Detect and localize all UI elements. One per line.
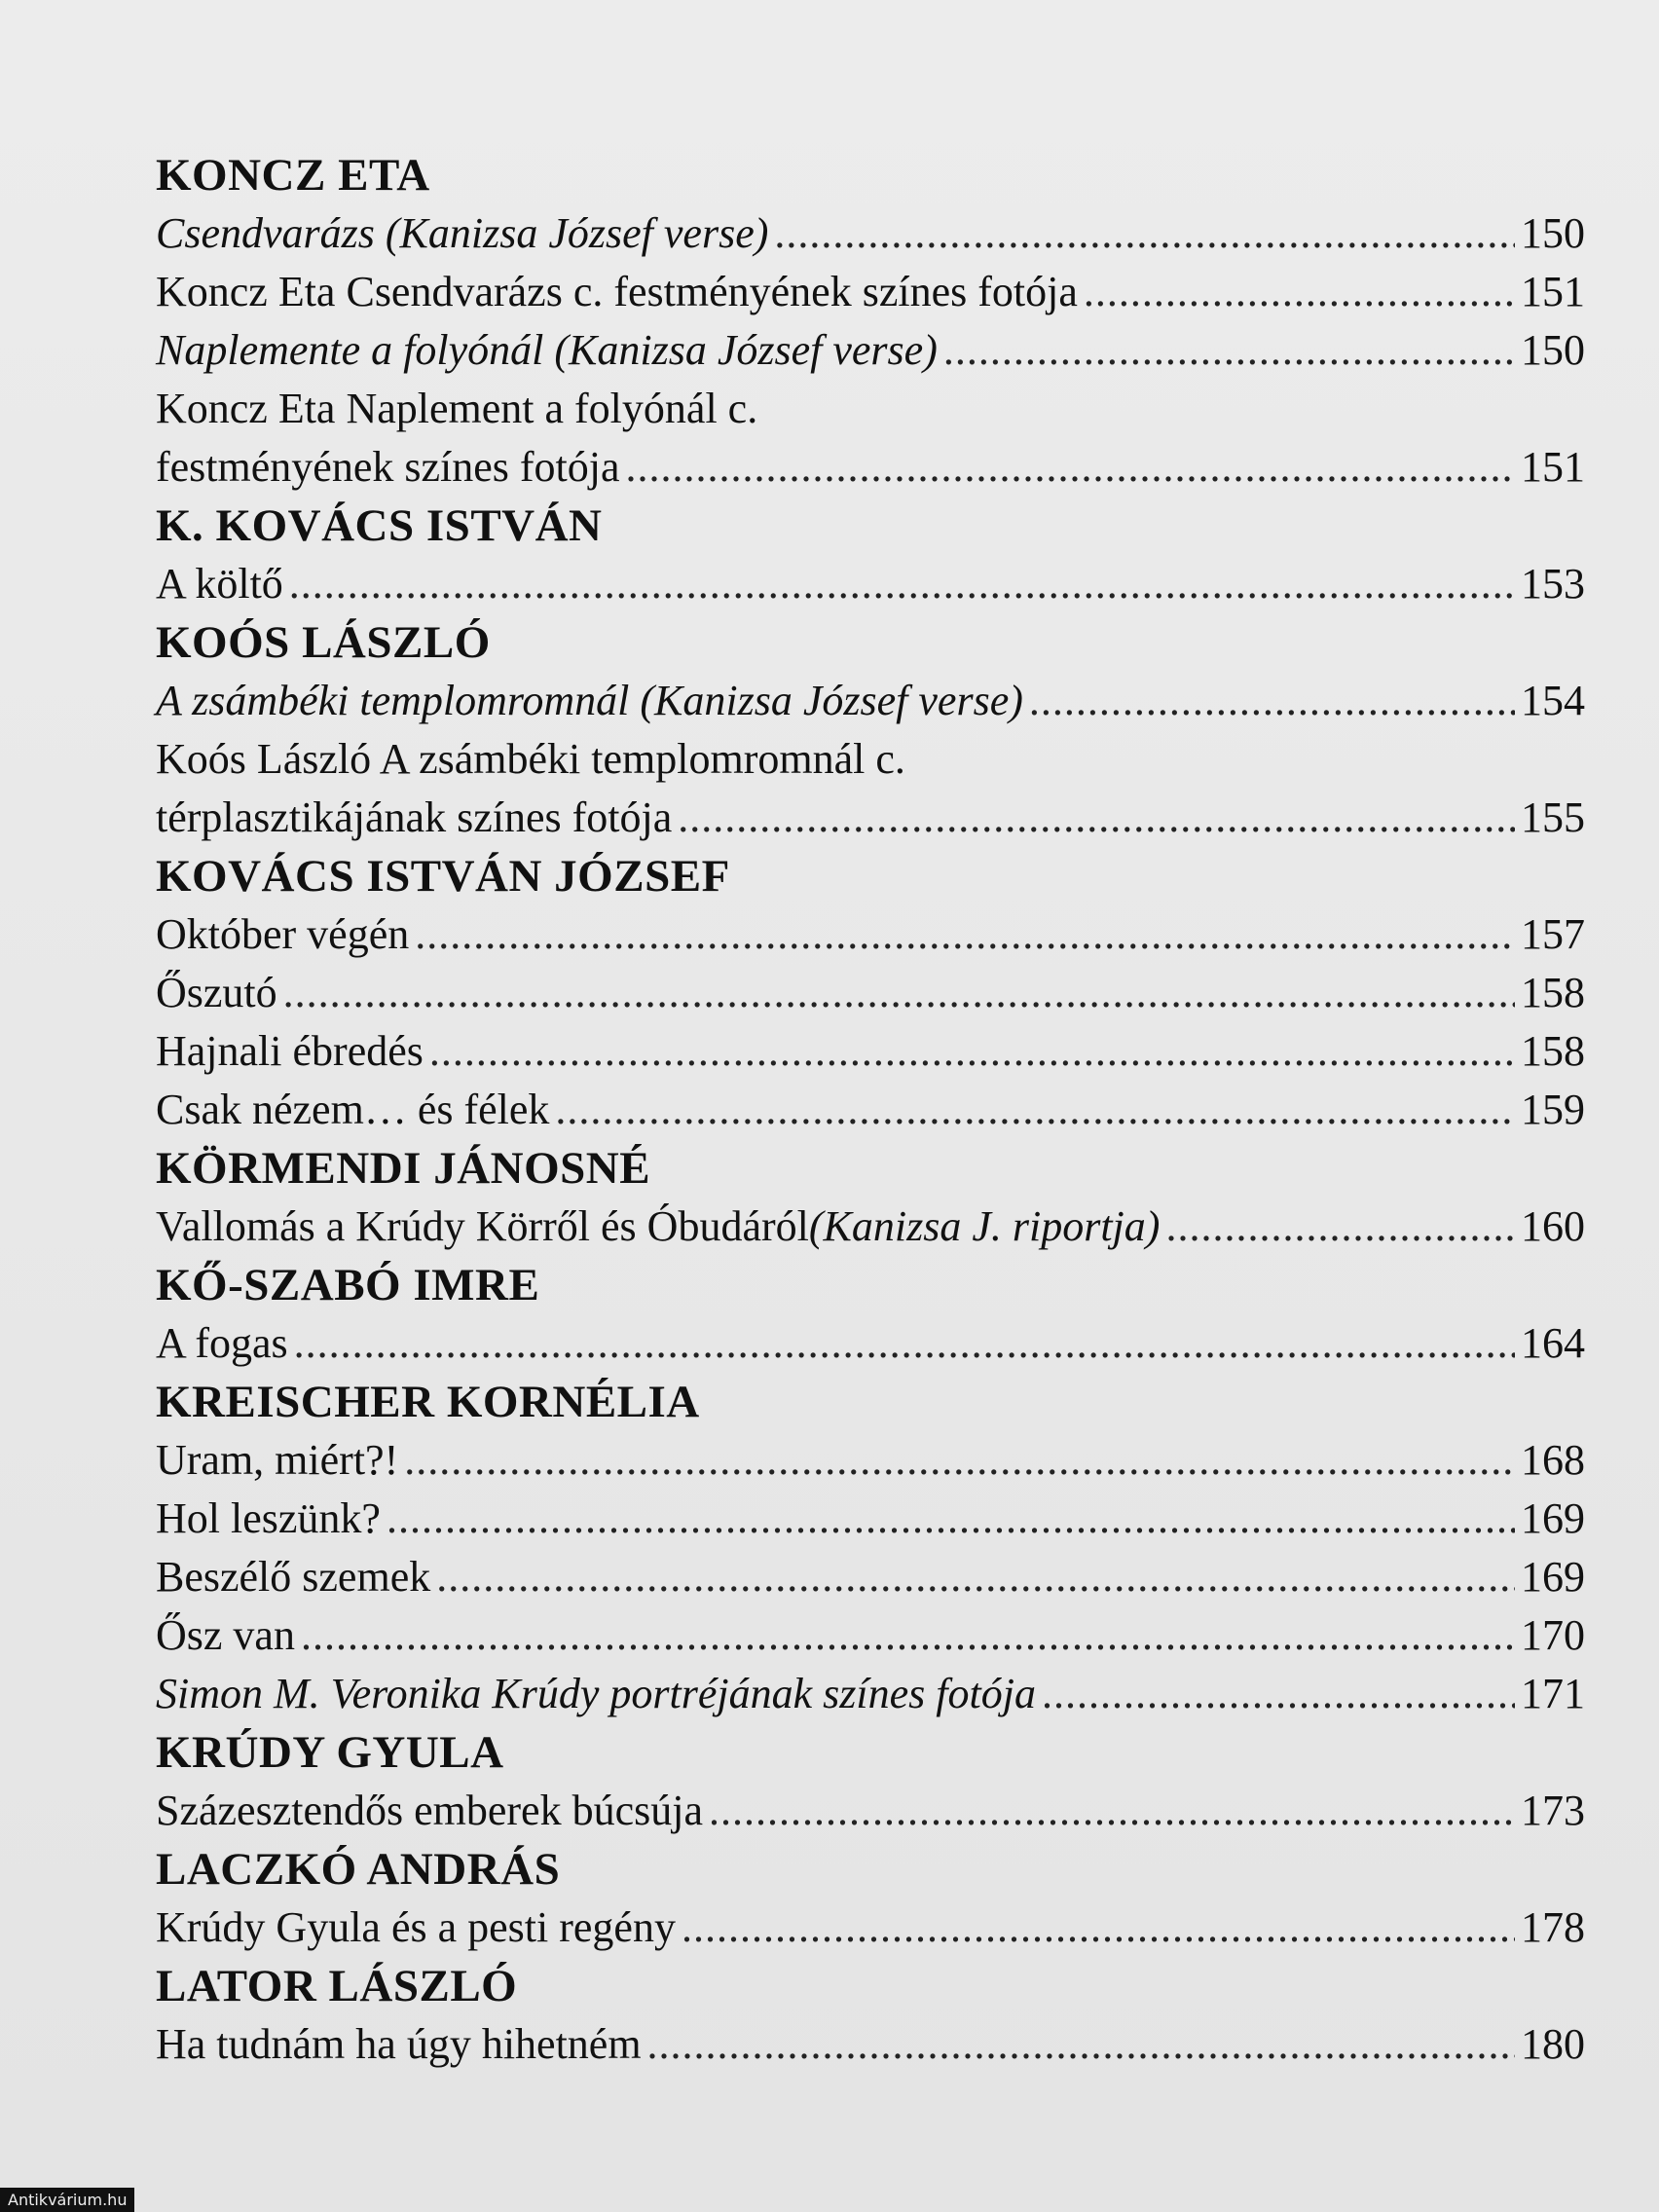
author-heading: KOÓS LÁSZLÓ bbox=[156, 617, 491, 668]
entry-title: festményének színes fotója bbox=[156, 443, 620, 491]
dot-leader bbox=[289, 555, 1515, 613]
entry-title: Simon M. Veronika Krúdy portréjának színes fotója bbox=[156, 1670, 1036, 1717]
entry-title: Hajnali ébredés bbox=[156, 1027, 424, 1075]
page-number: 173 bbox=[1521, 1787, 1585, 1834]
page-number: 158 bbox=[1521, 1027, 1585, 1075]
toc-entry bbox=[156, 1490, 1585, 1548]
dot-leader bbox=[404, 1431, 1515, 1490]
page-number: 151 bbox=[1521, 443, 1585, 491]
page-number: 168 bbox=[1521, 1436, 1585, 1484]
toc-entry bbox=[156, 672, 1585, 730]
page-number: 178 bbox=[1521, 1903, 1585, 1951]
page-number: 171 bbox=[1521, 1670, 1585, 1717]
toc-entry bbox=[156, 964, 1585, 1022]
dot-leader bbox=[943, 321, 1515, 380]
dot-leader bbox=[301, 1606, 1515, 1665]
author-heading: LACZKÓ ANDRÁS bbox=[156, 1844, 561, 1895]
toc-entry bbox=[156, 263, 1585, 321]
dot-leader bbox=[626, 438, 1515, 497]
author-heading: KONCZ ETA bbox=[156, 150, 430, 201]
author-heading: KOVÁCS ISTVÁN JÓZSEF bbox=[156, 851, 730, 902]
entry-title-note: (Kanizsa J. riportja) bbox=[808, 1202, 1161, 1250]
table-of-contents bbox=[156, 146, 1585, 2074]
entry-title: Hol leszünk? bbox=[156, 1494, 381, 1542]
toc-entry bbox=[156, 1081, 1585, 1139]
entry-title: Uram, miért?! bbox=[156, 1436, 399, 1484]
dot-leader bbox=[709, 1782, 1515, 1840]
page-number: 153 bbox=[1521, 560, 1585, 608]
page-number: 155 bbox=[1521, 793, 1585, 841]
author-heading: KÖRMENDI JÁNOSNÉ bbox=[156, 1143, 651, 1194]
toc-entry bbox=[156, 321, 1585, 380]
page-number: 170 bbox=[1521, 1611, 1585, 1659]
toc-entry bbox=[156, 555, 1585, 613]
dot-leader bbox=[283, 964, 1515, 1022]
toc-entry-line: Koós László A zsámbéki templomromnál c. bbox=[156, 735, 905, 783]
toc-entry bbox=[156, 1899, 1585, 1957]
entry-title: Vallomás a Krúdy Körről és Óbudáról bbox=[156, 1202, 809, 1250]
author-heading: K. KOVÁCS ISTVÁN bbox=[156, 500, 603, 551]
entry-title: Október végén bbox=[156, 910, 410, 958]
dot-leader bbox=[678, 789, 1515, 847]
entry-title: Naplemente a folyónál (Kanizsa József verse) bbox=[156, 326, 938, 374]
page-number: 157 bbox=[1521, 910, 1585, 958]
dot-leader bbox=[436, 1548, 1515, 1606]
page-number: 159 bbox=[1521, 1086, 1585, 1133]
page-number: 160 bbox=[1521, 1202, 1585, 1250]
page-number: 158 bbox=[1521, 969, 1585, 1016]
page-number: 154 bbox=[1521, 677, 1585, 724]
dot-leader bbox=[555, 1081, 1515, 1139]
dot-leader bbox=[1029, 672, 1515, 730]
toc-entry bbox=[156, 1431, 1585, 1490]
page-number: 151 bbox=[1521, 268, 1585, 315]
entry-title: Ősz van bbox=[156, 1611, 295, 1659]
dot-leader bbox=[1042, 1665, 1515, 1723]
dot-leader bbox=[774, 204, 1515, 263]
page-number: 180 bbox=[1521, 2020, 1585, 2068]
toc-entry bbox=[156, 204, 1585, 263]
dot-leader bbox=[415, 905, 1515, 964]
toc-entry bbox=[156, 438, 1585, 497]
entry-title: Csak nézem… és félek bbox=[156, 1086, 550, 1133]
entry-title: A zsámbéki templomromnál (Kanizsa József verse) bbox=[156, 677, 1023, 724]
author-heading: LATOR LÁSZLÓ bbox=[156, 1961, 518, 2011]
author-heading: KŐ-SZABÓ IMRE bbox=[156, 1260, 540, 1310]
entry-title: Koncz Eta Csendvarázs c. festményének színes fotója bbox=[156, 268, 1078, 315]
dot-leader bbox=[682, 1899, 1515, 1957]
toc-entry bbox=[156, 1665, 1585, 1723]
page-number: 164 bbox=[1521, 1319, 1585, 1367]
page-number: 150 bbox=[1521, 326, 1585, 374]
page-number: 169 bbox=[1521, 1494, 1585, 1542]
toc-entry bbox=[156, 1198, 1585, 1256]
page-number: 169 bbox=[1521, 1553, 1585, 1601]
entry-title: térplasztikájának színes fotója bbox=[156, 793, 673, 841]
toc-entry-line: Koncz Eta Naplement a folyónál c. bbox=[156, 385, 758, 432]
toc-entry bbox=[156, 1548, 1585, 1606]
dot-leader bbox=[387, 1490, 1515, 1548]
toc-entry bbox=[156, 789, 1585, 847]
author-heading: KREISCHER KORNÉLIA bbox=[156, 1377, 700, 1427]
entry-title: A költő bbox=[156, 560, 283, 608]
watermark: Antikvárium.hu bbox=[0, 2188, 134, 2212]
author-heading: KRÚDY GYULA bbox=[156, 1727, 504, 1778]
toc-entry bbox=[156, 2015, 1585, 2074]
toc-entry bbox=[156, 1022, 1585, 1081]
toc-entry bbox=[156, 1606, 1585, 1665]
dot-leader bbox=[647, 2015, 1515, 2074]
dot-leader bbox=[1165, 1198, 1515, 1256]
entry-title: Ha tudnám ha úgy hihetném bbox=[156, 2020, 642, 2068]
dot-leader bbox=[1084, 263, 1515, 321]
entry-title: Százesztendős emberek búcsúja bbox=[156, 1787, 703, 1834]
toc-entry bbox=[156, 1782, 1585, 1840]
entry-title: Beszélő szemek bbox=[156, 1553, 431, 1601]
entry-title: Csendvarázs (Kanizsa József verse) bbox=[156, 209, 769, 257]
entry-title: Krúdy Gyula és a pesti regény bbox=[156, 1903, 676, 1951]
dot-leader bbox=[294, 1314, 1515, 1373]
entry-title: Őszutó bbox=[156, 969, 277, 1016]
toc-entry bbox=[156, 905, 1585, 964]
toc-entry bbox=[156, 1314, 1585, 1373]
dot-leader bbox=[429, 1022, 1515, 1081]
page-number: 150 bbox=[1521, 209, 1585, 257]
entry-title: A fogas bbox=[156, 1319, 288, 1367]
